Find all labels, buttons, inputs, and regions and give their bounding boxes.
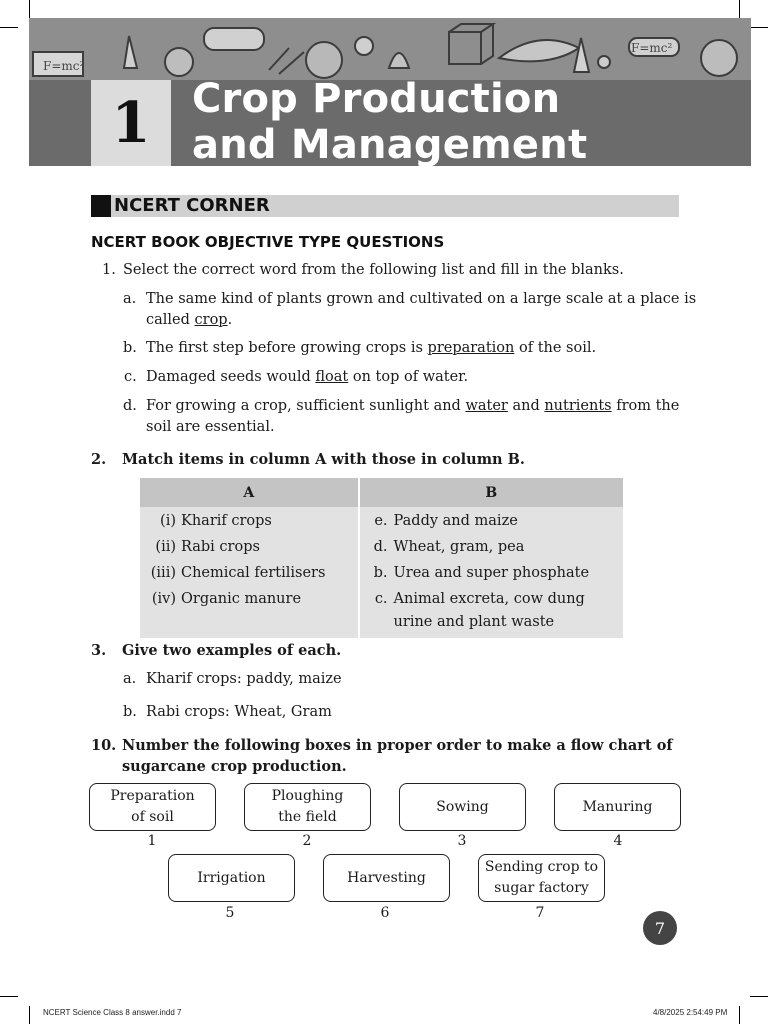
q2-number: 2. (91, 451, 107, 468)
section-title: NCERT CORNER (114, 195, 270, 216)
flow-order-number: 3 (457, 833, 467, 849)
list-item: (iv) Organic manure (151, 591, 302, 607)
flow-order-number: 7 (535, 905, 545, 921)
svg-text:F=mc²: F=mc² (631, 41, 673, 55)
flow-box-preparation: Preparation of soil (89, 783, 216, 831)
q10-text-line2: sugarcane crop production. (122, 758, 347, 775)
q1-text: Select the correct word from the following list and fill in the blanks. (123, 262, 624, 278)
list-item-continued: urine and plant waste (393, 614, 555, 630)
list-item: e. Paddy and maize (374, 513, 518, 529)
svg-text:F=mc²: F=mc² (43, 59, 85, 73)
answer-blank: water (465, 398, 508, 414)
q1d-label: d. (123, 398, 137, 414)
section-marker (91, 195, 111, 217)
flow-box-sending-crop: Sending crop to sugar factory (478, 854, 605, 902)
section-bar (91, 195, 679, 217)
q1a-line2: called crop. (146, 312, 233, 328)
q3b-label: b. (123, 704, 137, 720)
list-item: (ii) Rabi crops (155, 539, 260, 555)
q1b-text: The first step before growing crops is preparation of the soil. (146, 340, 597, 356)
list-item: d. Wheat, gram, pea (373, 539, 525, 555)
flow-box-ploughing: Ploughing the field (244, 783, 371, 831)
q2-text: Match items in column A with those in column B. (122, 451, 525, 468)
list-item: b. Urea and super phosphate (373, 565, 590, 581)
flow-box-irrigation: Irrigation (168, 854, 295, 902)
answer-blank: float (315, 369, 349, 385)
q1b-label: b. (123, 340, 137, 356)
list-item: c. Animal excreta, cow dung (374, 591, 585, 607)
page-number: 7 (643, 911, 677, 945)
answer-blank: preparation (427, 340, 515, 356)
q3-text: Give two examples of each. (122, 642, 342, 659)
list-item: (iii) Chemical fertilisers (150, 565, 326, 581)
chapter-title-line2: and Management (192, 122, 588, 168)
chapter-number: 1 (91, 80, 171, 166)
flow-order-number: 5 (225, 905, 235, 921)
list-item: (i) Kharif crops (160, 513, 272, 529)
flow-order-number: 4 (613, 833, 623, 849)
q10-number: 10. (91, 737, 117, 754)
science-doodle-pattern (29, 18, 751, 80)
column-a-header: A (140, 478, 359, 507)
flow-box-sowing: Sowing (399, 783, 526, 831)
match-table (140, 478, 623, 638)
q3b-text: Rabi crops: Wheat, Gram (146, 704, 332, 720)
q1c-label: c. (124, 369, 137, 385)
q1-number: 1. (102, 262, 116, 278)
crop-mark (0, 996, 18, 997)
flow-order-number: 1 (147, 833, 157, 849)
crop-mark (29, 1006, 30, 1024)
crop-mark (750, 27, 768, 28)
footer-filename: NCERT Science Class 8 answer.indd 7 (43, 1008, 182, 1017)
column-b-header: B (359, 478, 623, 507)
flow-order-number: 6 (380, 905, 390, 921)
chapter-title-line1: Crop Production (192, 76, 561, 122)
crop-mark (739, 1006, 740, 1024)
match-table-header (140, 478, 623, 507)
flow-box-harvesting: Harvesting (323, 854, 450, 902)
q3a-text: Kharif crops: paddy, maize (146, 671, 342, 687)
crop-mark (750, 996, 768, 997)
crop-mark (739, 0, 740, 18)
chapter-title (192, 76, 587, 168)
match-table-body (140, 507, 623, 638)
crop-mark (29, 0, 30, 18)
flow-order-number: 2 (302, 833, 312, 849)
q1a-text: The same kind of plants grown and cultivated on a large scale at a place is (146, 291, 697, 307)
subheading: NCERT BOOK OBJECTIVE TYPE QUESTIONS (91, 233, 445, 251)
q1d-text: For growing a crop, sufficient sunlight and water and nutrients from the (146, 398, 680, 414)
q3a-label: a. (123, 671, 137, 687)
crop-mark (0, 27, 18, 28)
q10-text-line1: Number the following boxes in proper order to make a flow chart of (122, 737, 673, 754)
column-b (359, 507, 623, 638)
q1d-line2: soil are essential. (146, 419, 275, 435)
flow-box-manuring: Manuring (554, 783, 681, 831)
footer-timestamp: 4/8/2025 2:54:49 PM (653, 1008, 728, 1017)
answer-blank: crop (194, 312, 228, 328)
q3-number: 3. (91, 642, 107, 659)
answer-blank: nutrients (544, 398, 612, 414)
q1a-label: a. (123, 291, 137, 307)
column-a (140, 507, 359, 638)
q1c-text: Damaged seeds would float on top of water. (146, 369, 469, 385)
